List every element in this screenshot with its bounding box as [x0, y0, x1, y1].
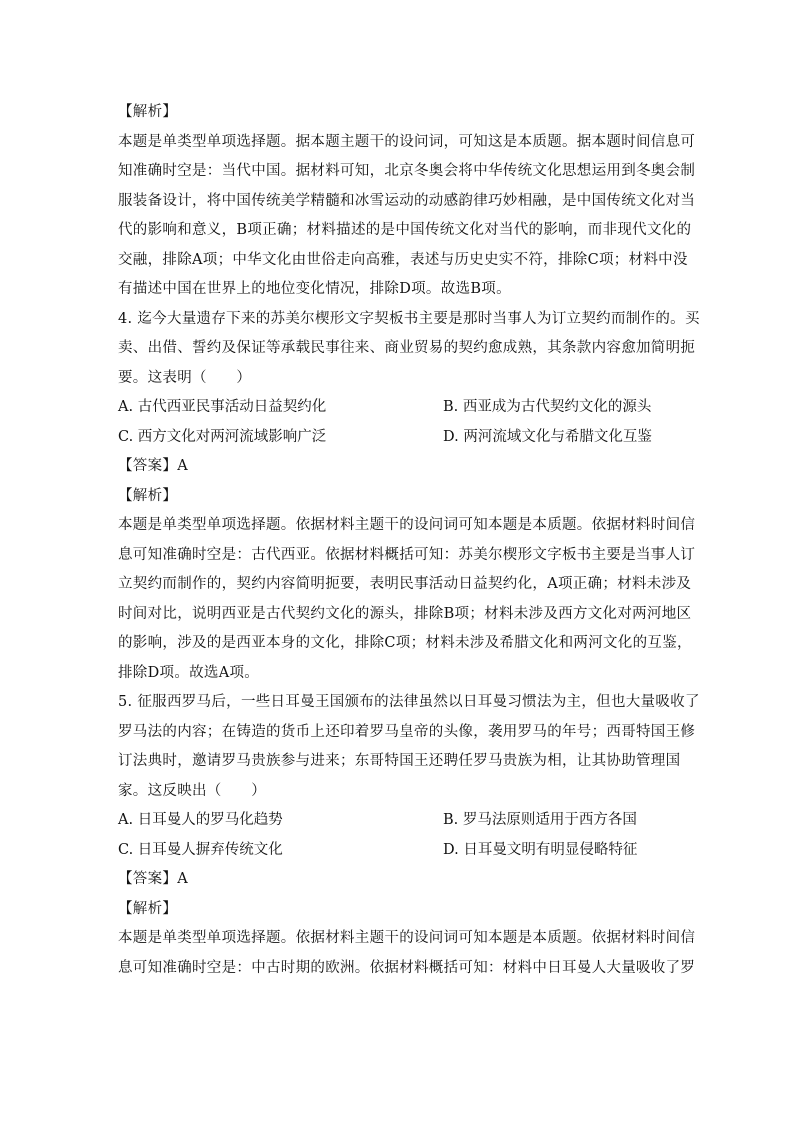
question-5-stem: 家。这反映出（ ） — [118, 782, 266, 799]
question-4-answer: 【答案】A — [118, 458, 188, 474]
question-4-option-b: B. 西亚成为古代契约文化的源头 — [443, 399, 652, 415]
question-4-options-row-2 — [118, 423, 678, 453]
question-4-stem: 4. 迄今大量遗存下来的苏美尔楔形文字契板书主要是那时当事人为订立契约而制作的。买 — [118, 310, 700, 327]
question-5-analysis-heading: 【解析】 — [118, 900, 178, 917]
question-4-options-row-1 — [118, 393, 678, 423]
document-content — [118, 98, 700, 983]
analysis-line: 知准确时空是：当代中国。据材料可知，北京冬奥会将中华传统文化思想运用到冬奥会制 — [118, 163, 696, 179]
question-4-analysis-line: 立契约而制作的，契约内容简明扼要，表明民事活动日益契约化，A项正确；材料未涉及 — [118, 576, 692, 592]
analysis-line: 服装备设计，将中国传统美学精髓和冰雪运动的动感韵律巧妙相融，是中国传统文化对当 — [118, 192, 696, 209]
question-4-analysis-line: 的影响，涉及的是西亚本身的文化，排除C项；材料未涉及希腊文化和两河文化的互鉴， — [118, 635, 692, 651]
question-4-option-a: A. 古代西亚民事活动日益契约化 — [118, 399, 327, 415]
analysis-line: 本题是单类型单项选择题。据本题主题干的设问词，可知这是本质题。据本题时间信息可 — [118, 133, 696, 150]
question-5-options-row-1 — [118, 806, 678, 836]
question-4-stem: 卖、出借、誓约及保证等承载民事往来、商业贸易的契约愈成熟，其条款内容愈加简明扼 — [118, 340, 696, 356]
question-4-stem: 要。这表明（ ） — [118, 369, 252, 386]
question-5-stem: 订法典时，邀请罗马贵族参与进来；东哥特国王还聘任罗马贵族为相，让其协助管理国 — [118, 753, 681, 769]
question-5-options-row-2 — [118, 836, 678, 866]
analysis-heading: 【解析】 — [118, 104, 178, 120]
question-4-analysis-line: 排除D项。故选A项。 — [118, 664, 260, 681]
question-5-option-a: A. 日耳曼人的罗马化趋势 — [118, 812, 283, 828]
question-5-analysis-line: 本题是单类型单项选择题。依据材料主题干的设问词可知本题是本质题。依据材料时间信 — [118, 930, 696, 946]
question-5-stem: 罗马法的内容；在铸造的货币上还印着罗马皇帝的头像，袭用罗马的年号；西哥特国王修 — [118, 723, 696, 740]
question-5-answer: 【答案】A — [118, 871, 188, 887]
question-5-stem: 5. 征服西罗马后，一些日耳曼王国颁布的法律虽然以日耳曼习惯法为主，但也大量吸收了 — [118, 694, 700, 710]
question-5-option-b: B. 罗马法原则适用于西方各国 — [443, 812, 637, 828]
question-4-analysis-line: 时间对比，说明西亚是古代契约文化的源头，排除B项；材料未涉及西方文化对两河地区 — [118, 605, 692, 622]
question-5-option-c: C. 日耳曼人摒弃传统文化 — [118, 841, 283, 858]
question-4-option-c: C. 西方文化对两河流域影响广泛 — [118, 428, 327, 445]
analysis-line: 有描述中国在世界上的地位变化情况，排除D项。故选B项。 — [118, 281, 511, 297]
question-5-analysis-line: 息可知准确时空是：中古时期的欧洲。依据材料概括可知：材料中日耳曼人大量吸收了罗 — [118, 959, 696, 976]
question-4-analysis-line: 息可知准确时空是：古代西亚。依据材料概括可知：苏美尔楔形文字板书主要是当事人订 — [118, 546, 696, 563]
question-4-option-d: D. 两河流域文化与希腊文化互鉴 — [443, 428, 652, 445]
analysis-line: 代的影响和意义，B项正确；材料描述的是中国传统文化对当代的影响，而非现代文化的 — [118, 222, 692, 238]
question-4-analysis-heading: 【解析】 — [118, 487, 178, 504]
analysis-line: 交融，排除A项；中华文化由世俗走向高雅，表述与历史史实不符，排除C项；材料中没 — [118, 251, 688, 268]
question-5-option-d: D. 日耳曼文明有明显侵略特征 — [443, 841, 638, 858]
question-4-analysis-line: 本题是单类型单项选择题。依据材料主题干的设问词可知本题是本质题。依据材料时间信 — [118, 517, 696, 533]
